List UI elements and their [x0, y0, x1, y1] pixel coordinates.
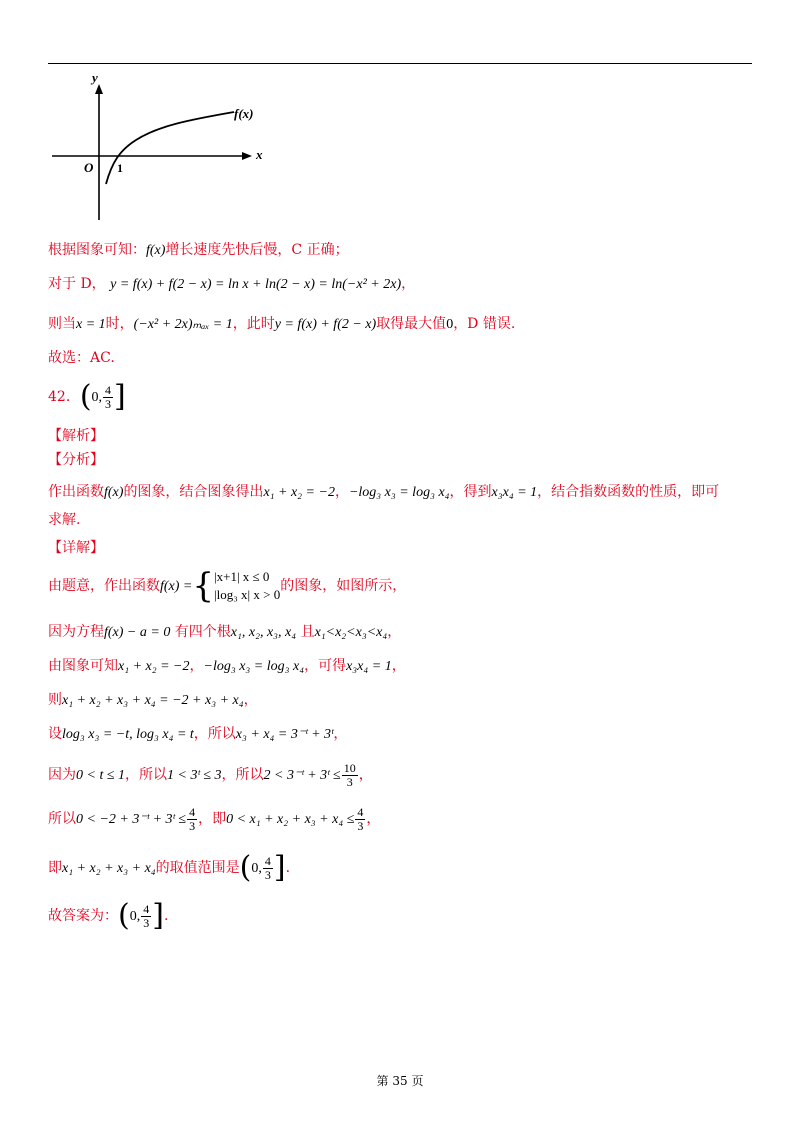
- origin-label: O: [84, 160, 94, 175]
- fraction: $\frac{4}{3}$: [264, 853, 271, 882]
- x-axis-label: x: [256, 147, 263, 162]
- line-2: 对于 D， y = f(x) + f(2 − x) = ln x + ln(2 − x) = ln(−x² + 2x)，: [48, 276, 416, 292]
- analysis-line-1: 作出函数f(x)的图象，结合图象得出x₁ + x₂ = −2，−log₃ x₃ = log₃ x₄，得到x₃x₄ = 1，结合指数函数的性质，即可: [48, 484, 720, 500]
- fenxi-heading: 【分析】: [48, 452, 104, 468]
- detail-line-5: 设log₃ x₃ = −t, log₃ x₄ = t，所以x₃ + x₄ = 3⁻ᵗ + 3ᵗ，: [48, 726, 348, 742]
- detail-line-1: 由题意，作出函数f(x) ={ |x+1| x ≤ 0 |log₃ x| x > 0 的图象，如图所示，: [48, 566, 407, 606]
- line-3: 则当x = 1时，(−x² + 2x)ₘₐₓ = 1，此时y = f(x) + f(2 − x)取得最大值0，D 错误.: [48, 316, 516, 332]
- piecewise-cases: |x+1| x ≤ 0 |log₃ x| x > 0: [214, 569, 281, 602]
- log-curve: [106, 112, 234, 184]
- y-axis-arrow: [95, 84, 103, 94]
- fraction: $\frac{10}{3}$: [343, 760, 356, 789]
- left-paren: (: [239, 850, 252, 885]
- jiexi-heading: 【解析】: [48, 428, 104, 444]
- x-axis-arrow: [242, 152, 252, 160]
- right-bracket: ]: [273, 850, 286, 885]
- detail-line-3: 由图象可知x₁ + x₂ = −2，−log₃ x₃ = log₃ x₄，可得x₃x₄ = 1，: [48, 658, 406, 674]
- fraction: $\frac{4}{3}$: [143, 901, 150, 930]
- detail-line-6: 因为0 < t ≤ 1，所以1 < 3ᵗ ≤ 3，所以2 < 3⁻ᵗ + 3ᵗ ≤ $\frac{10}{3}$ ，: [48, 760, 373, 789]
- line-4: 故选：AC.: [48, 350, 115, 366]
- detail-line-7: 所以0 < −2 + 3⁻ᵗ + 3ᵗ ≤ $\frac{4}{3}$ ，即0 < x₁ + x₂ + x₃ + x₄ ≤ $\frac{4}{3}$ ，: [48, 804, 381, 833]
- tick-label-1: 1: [117, 161, 123, 175]
- function-graph: [48, 68, 278, 228]
- left-paren: (: [118, 898, 130, 933]
- fraction: $\frac{4}{3}$: [357, 804, 364, 833]
- xiangjie-heading: 【详解】: [48, 540, 104, 556]
- page-number: 第 35 页: [376, 1074, 424, 1088]
- detail-line-4: 则x₁ + x₂ + x₃ + x₄ = −2 + x₃ + x₄，: [48, 692, 258, 708]
- line-1: 根据图象可知：f(x)增长速度先快后慢，C 正确；: [48, 242, 349, 258]
- fraction: $\frac{4}{3}$: [105, 382, 112, 411]
- right-bracket: ]: [152, 898, 164, 933]
- answer-line: 故答案为：(0, $\frac{4}{3}$ ].: [48, 898, 169, 933]
- fraction: $\frac{4}{3}$: [189, 804, 196, 833]
- question-42: 42．(0, $\frac{4}{3}$ ]: [48, 379, 126, 414]
- analysis-line-2: 求解.: [48, 512, 81, 528]
- header-rule: [48, 63, 752, 64]
- detail-line-2: 因为方程f(x) − a = 0 有四个根x₁, x₂, x₃, x₄ 且x₁<x₂<x₃<x₄，: [48, 624, 402, 640]
- brace: {: [192, 566, 215, 606]
- detail-line-8: 即x₁ + x₂ + x₃ + x₄的取值范围是(0, $\frac{4}{3}$ ].: [48, 850, 291, 885]
- left-paren: (: [79, 379, 92, 414]
- curve-label: f(x): [234, 106, 254, 121]
- y-axis-label: y: [92, 70, 98, 85]
- right-bracket: ]: [114, 379, 126, 414]
